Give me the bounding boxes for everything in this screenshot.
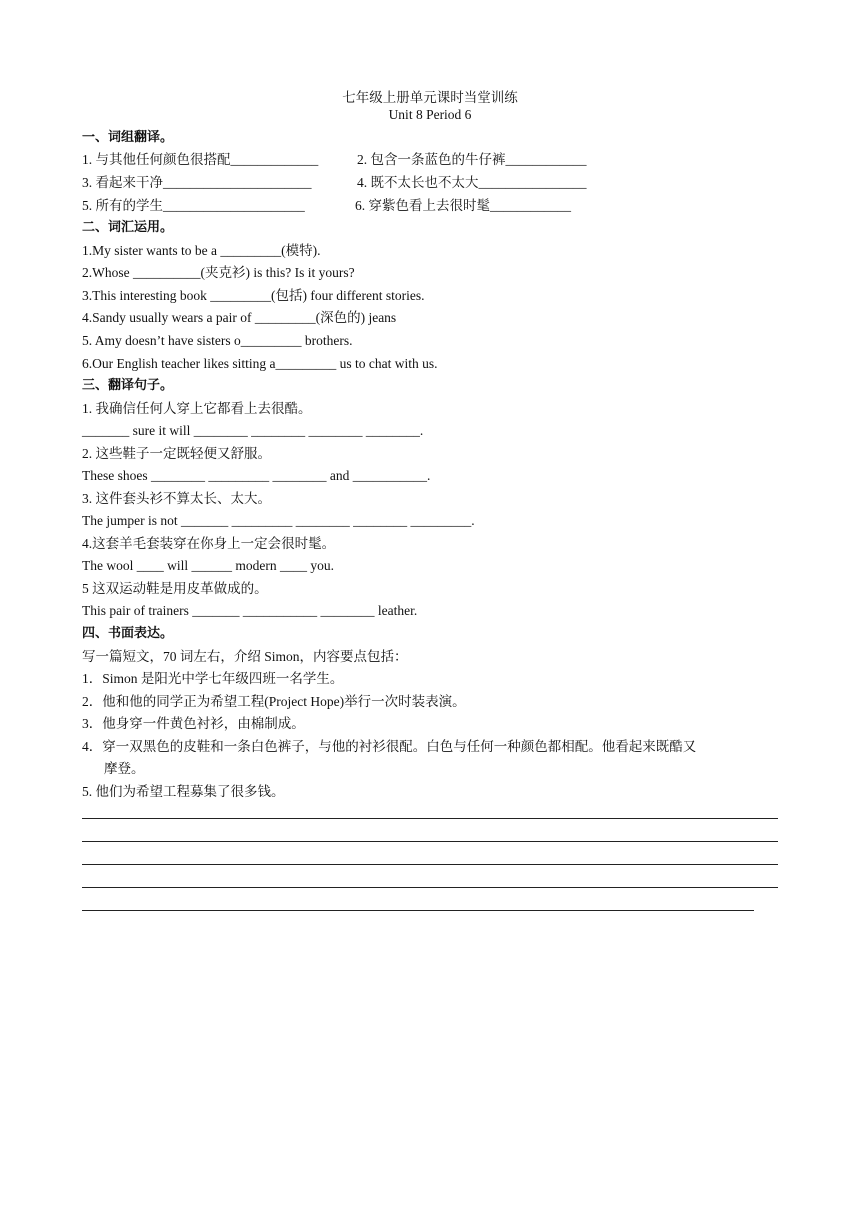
- sentence-blank: These shoes ________ _________ ________ and ___________.: [82, 468, 431, 483]
- answer-line[interactable]: [82, 887, 778, 888]
- sentence-blank: The wool ____ will ______ modern ____ you.: [82, 558, 334, 573]
- sentence-chinese: 5 这双运动鞋是用皮革做成的。: [82, 581, 268, 596]
- phrase-item: 1. 与其他任何颜色很搭配_____________: [82, 152, 319, 167]
- writing-point: 3．他身穿一件黄色衬衫，由棉制成。: [82, 716, 305, 731]
- vocab-item: 5. Amy doesn’t have sisters o_________ brothers.: [82, 333, 353, 348]
- phrase-item: 3. 看起来干净______________________: [82, 175, 312, 190]
- vocab-item: 1.My sister wants to be a _________(模特).: [82, 243, 321, 258]
- writing-point: 1．Simon 是阳光中学七年级四班一名学生。: [82, 671, 344, 686]
- vocab-item: 3.This interesting book _________(包括) four different stories.: [82, 288, 425, 303]
- sentence-chinese: 4.这套羊毛套装穿在你身上一定会很时髦。: [82, 536, 336, 551]
- answer-line[interactable]: [82, 864, 778, 865]
- sentence-chinese: 1. 我确信任何人穿上它都看上去很酷。: [82, 401, 312, 416]
- writing-point-continuation: 摩登。: [104, 761, 145, 776]
- writing-point: 4．穿一双黑色的皮鞋和一条白色裤子，与他的衬衫很配。白色与任何一种颜色都相配。他看起来既酷又: [82, 739, 697, 754]
- writing-point: 2．他和他的同学正为希望工程(Project Hope)举行一次时装表演。: [82, 694, 466, 709]
- phrase-item: 5. 所有的学生_____________________: [82, 198, 305, 213]
- vocab-item: 2.Whose __________(夹克衫) is this? Is it yours?: [82, 265, 355, 280]
- phrase-item: 4. 既不太长也不太大________________: [357, 175, 587, 190]
- section-heading-sentence-translation: 三、翻译句子。: [82, 378, 174, 393]
- answer-line[interactable]: [82, 818, 778, 819]
- sentence-chinese: 3. 这件套头衫不算太长、太大。: [82, 491, 271, 506]
- page-subtitle: Unit 8 Period 6: [388, 107, 472, 122]
- writing-point: 5. 他们为希望工程募集了很多钱。: [82, 784, 285, 799]
- writing-instructions: 写一篇短文，70 词左右，介绍 Simon，内容要点包括：: [82, 649, 408, 664]
- sentence-blank: This pair of trainers _______ ___________ ________ leather.: [82, 603, 418, 618]
- sentence-blank: _______ sure it will ________ ________ ________ ________.: [82, 423, 424, 438]
- phrase-item: 6. 穿紫色看上去很时髦____________: [355, 198, 571, 213]
- vocab-item: 6.Our English teacher likes sitting a_________ us to chat with us.: [82, 356, 438, 371]
- answer-line[interactable]: [82, 841, 778, 842]
- vocab-item: 4.Sandy usually wears a pair of _________(深色的) jeans: [82, 310, 397, 325]
- sentence-blank: The jumper is not _______ _________ ________ ________ _________.: [82, 513, 475, 528]
- section-heading-writing: 四、书面表达。: [82, 626, 174, 641]
- section-heading-phrase-translation: 一、词组翻译。: [82, 130, 174, 145]
- sentence-chinese: 2. 这些鞋子一定既轻便又舒服。: [82, 446, 271, 461]
- answer-line[interactable]: [82, 910, 754, 911]
- page-title: 七年级上册单元课时当堂训练: [342, 90, 518, 105]
- phrase-item: 2. 包含一条蓝色的牛仔裤____________: [357, 152, 587, 167]
- section-heading-vocabulary: 二、词汇运用。: [82, 220, 174, 235]
